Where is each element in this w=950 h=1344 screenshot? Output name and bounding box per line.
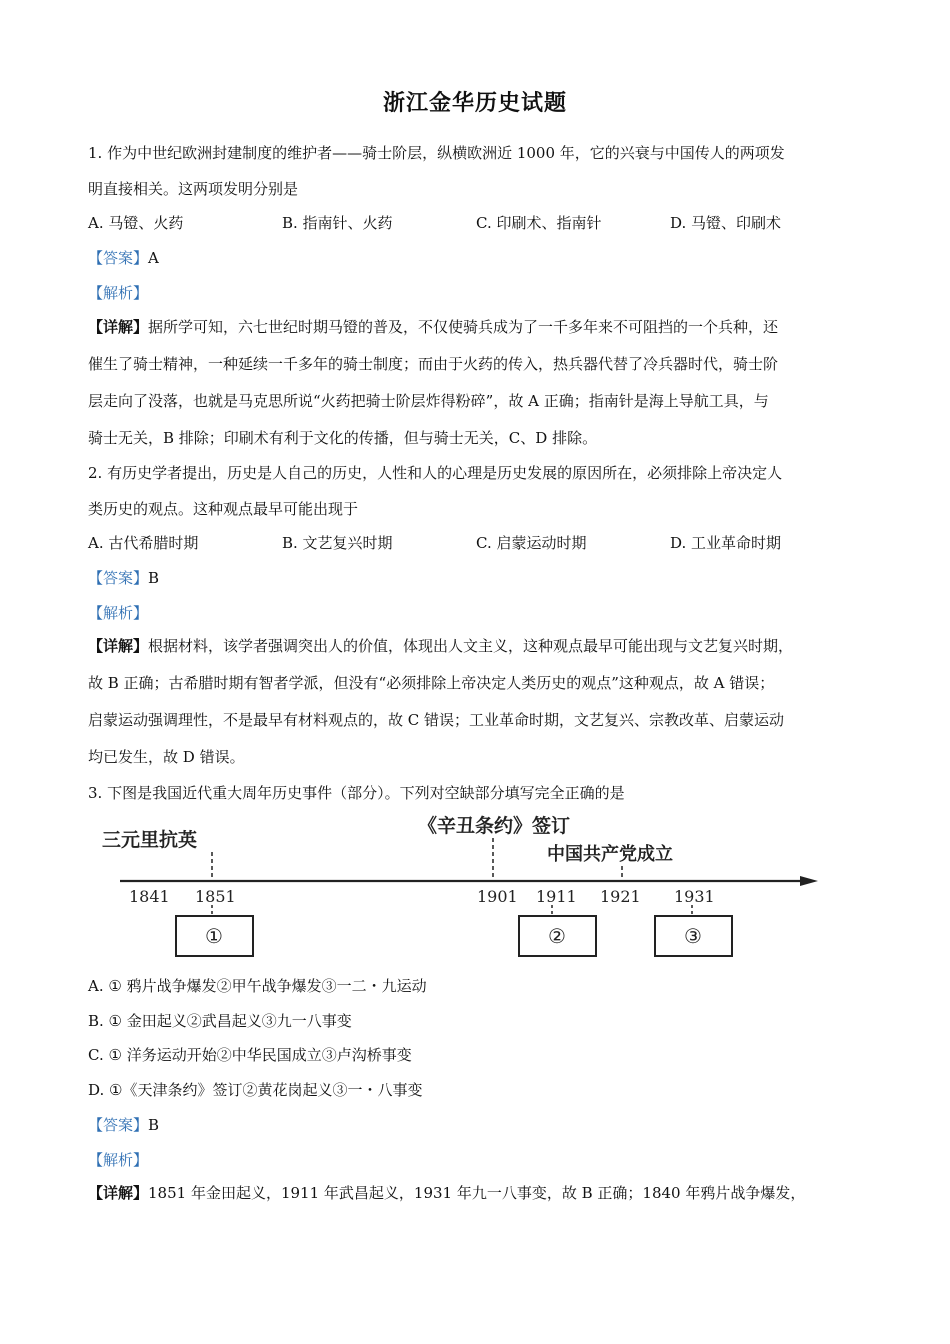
year-1921: 1921 <box>600 887 641 906</box>
q2-analysis-tag <box>88 602 148 624</box>
blank-label-1: ① <box>205 924 223 948</box>
q1-stem-line2: 明直接相关。这两项发明分别是 <box>88 180 299 198</box>
answer-tag: 【答案】 <box>88 1116 149 1134</box>
q3-stem: 3. 下图是我国近代重大周年历史事件（部分）。下列对空缺部分填写完全正确的是 <box>88 784 625 802</box>
q1-option-d: D. 马镫、印刷术 <box>670 214 782 232</box>
timeline-event-1921: 中国共产党成立 <box>547 844 673 865</box>
year-1911: 1911 <box>536 887 577 906</box>
detail-text: 根据材料，该学者强调突出人的价值，体现出人文主义，这种观点最早可能出现与文艺复兴时期， <box>148 637 794 655</box>
q3-option-a: A. ① 鸦片战争爆发②甲午战争爆发③一二・九运动 <box>88 977 427 995</box>
answer-value: B <box>148 1116 160 1134</box>
q1-stem-line1: 1. 作为中世纪欧洲封建制度的维护者——骑士阶层，纵横欧洲近 1000 年，它的兴衰与中国传人的两项发 <box>88 144 785 162</box>
q2-stem-line1: 2. 有历史学者提出，历史是人自己的历史，人性和人的心理是历史发展的原因所在，必须排除上帝决定人 <box>88 464 783 482</box>
q3-option-c: C. ① 洋务运动开始②中华民国成立③卢沟桥事变 <box>88 1046 412 1064</box>
q2-option-b: B. 文艺复兴时期 <box>282 534 393 552</box>
q1-analysis-tag <box>88 282 148 304</box>
blank-label-2: ② <box>548 924 566 948</box>
timeline-event-1901: 《辛丑条约》签订 <box>418 815 571 837</box>
detail-tag: 【详解】 <box>88 1184 149 1202</box>
blank-label-3: ③ <box>684 924 702 948</box>
q2-detail-line3: 启蒙运动强调理性，不是最早有材料观点的，故 C 错误；工业革命时期，文艺复兴、宗教改革、启蒙运动 <box>88 711 785 729</box>
q3-option-b: B. ① 金田起义②武昌起义③九一八事变 <box>88 1012 352 1030</box>
q1-detail-line4: 骑士无关，B 排除；印刷术有利于文化的传播，但与骑士无关，C、D 排除。 <box>88 429 598 447</box>
q1-answer <box>88 247 159 269</box>
timeline-figure <box>100 812 830 964</box>
answer-value: B <box>148 569 160 587</box>
year-1931: 1931 <box>674 887 715 906</box>
q1-detail-line2: 催生了骑士精神，一种延续一千多年的骑士制度；而由于火药的传入，热兵器代替了冷兵器时代，骑士阶 <box>88 355 779 373</box>
q3-analysis-tag <box>88 1149 148 1171</box>
q3-option-d: D. ①《天津条约》签订②黄花岗起义③一・八事变 <box>88 1081 423 1099</box>
q1-detail-line3: 层走向了没落，也就是马克思所说“火药把骑士阶层炸得粉碎”，故 A 正确；指南针是海上导航工具，与 <box>88 392 769 410</box>
timeline-arrow-icon <box>800 876 818 886</box>
q2-stem-line2: 类历史的观点。这种观点最早可能出现于 <box>88 500 359 518</box>
year-1841: 1841 <box>129 887 170 906</box>
analysis-tag: 【解析】 <box>88 1151 149 1169</box>
q2-detail-line1 <box>88 635 793 657</box>
q3-answer <box>88 1114 159 1136</box>
page-title: 浙江金华历史试题 <box>382 91 567 116</box>
q2-detail-line4: 均已发生，故 D 错误。 <box>88 748 245 766</box>
answer-tag: 【答案】 <box>88 249 149 267</box>
year-1851: 1851 <box>195 887 236 906</box>
q1-detail-line1 <box>88 316 778 338</box>
detail-text: 1851 年金田起义，1911 年武昌起义，1931 年九一八事变，故 B 正确；1840 年鸦片战争爆发， <box>148 1184 806 1202</box>
q2-detail-line2: 故 B 正确；古希腊时期有智者学派，但没有“必须排除上帝决定人类历史的观点”这种观点，故 A 错误； <box>88 674 775 692</box>
q1-option-b: B. 指南针、火药 <box>282 214 393 232</box>
analysis-tag: 【解析】 <box>88 284 149 302</box>
q2-answer <box>88 567 159 589</box>
answer-tag: 【答案】 <box>88 569 149 587</box>
detail-tag: 【详解】 <box>88 318 149 336</box>
q1-option-a: A. 马镫、火药 <box>88 214 184 232</box>
detail-tag: 【详解】 <box>88 637 149 655</box>
year-1901: 1901 <box>477 887 518 906</box>
analysis-tag: 【解析】 <box>88 604 149 622</box>
q2-option-c: C. 启蒙运动时期 <box>476 534 587 552</box>
q3-detail-line1 <box>88 1182 805 1204</box>
q2-option-d: D. 工业革命时期 <box>670 534 782 552</box>
answer-value: A <box>148 249 159 267</box>
q2-option-a: A. 古代希腊时期 <box>88 534 199 552</box>
timeline-event-1841: 三元里抗英 <box>102 829 198 851</box>
q1-option-c: C. 印刷术、指南针 <box>476 214 602 232</box>
detail-text: 据所学可知，六七世纪时期马镫的普及，不仅使骑兵成为了一千多年来不可阻挡的一个兵种，还 <box>148 318 779 336</box>
